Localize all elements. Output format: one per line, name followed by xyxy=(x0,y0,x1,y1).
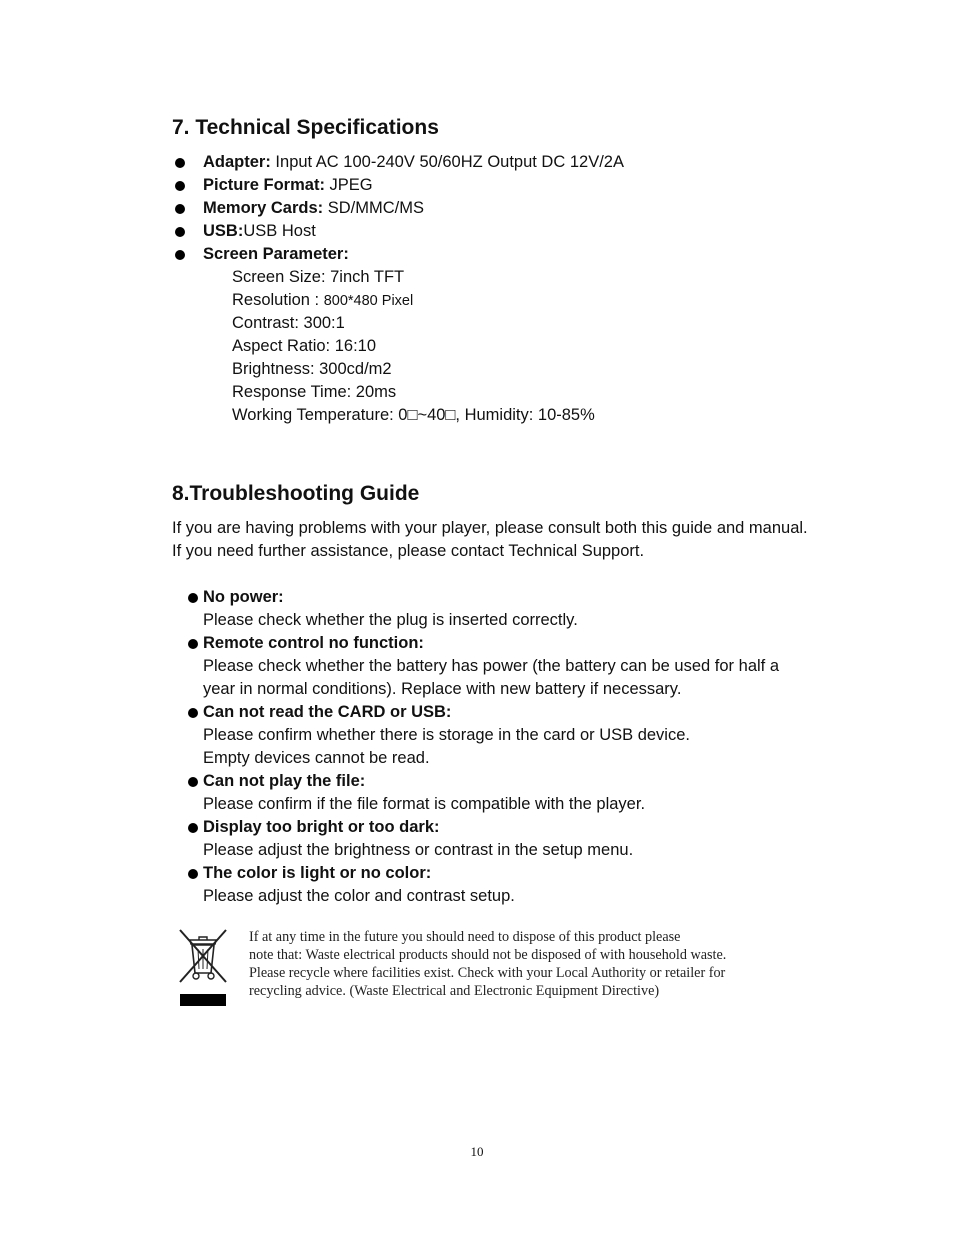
bullet-icon xyxy=(188,823,198,833)
solution-line: Please adjust the color and contrast setup. xyxy=(203,887,515,905)
intro-paragraph: If you are having problems with your player, please consult both this guide and manual. xyxy=(172,519,808,537)
issue-solution xyxy=(186,609,798,632)
weee-notice xyxy=(172,922,782,1008)
spec-item-memory-cards xyxy=(172,197,812,220)
crossed-out-wheelie-bin-icon xyxy=(176,926,230,1008)
issue-solution xyxy=(186,724,798,770)
spec-value: USB Host xyxy=(243,222,316,240)
weee-text xyxy=(249,928,784,1000)
spec-label: Adapter: xyxy=(203,153,271,171)
bullet-icon xyxy=(175,250,185,260)
solution-line: Empty devices cannot be read. xyxy=(203,749,430,767)
troubleshooting-list xyxy=(186,586,806,908)
issue-heading: Remote control no function: xyxy=(203,634,424,652)
bullet-icon xyxy=(188,593,198,603)
contrast: Contrast: 300:1 xyxy=(232,314,345,332)
working-temperature: Working Temperature: 0□~40□, Humidity: 10-85% xyxy=(232,406,595,424)
spec-value: Input AC 100-240V 50/60HZ Output DC 12V/2A xyxy=(270,153,624,171)
spec-item-adapter xyxy=(172,151,812,174)
bullet-icon xyxy=(188,639,198,649)
bullet-icon xyxy=(175,204,185,214)
spec-list xyxy=(172,151,812,266)
issue-solution xyxy=(186,655,798,701)
spec-item-usb xyxy=(172,220,812,243)
troubleshooting-item-color xyxy=(186,862,806,908)
issue-solution xyxy=(186,839,798,862)
troubleshooting-item-card-usb xyxy=(186,701,806,770)
spec-label: Screen Parameter: xyxy=(203,245,349,263)
issue-heading: No power: xyxy=(203,588,284,606)
issue-heading: Display too bright or too dark: xyxy=(203,818,440,836)
solution-line: Please confirm if the file format is compatible with the player. xyxy=(203,795,646,813)
weee-line: Please recycle where facilities exist. Check with your Local Authority or retailer for xyxy=(249,965,726,981)
issue-solution xyxy=(186,885,798,908)
troubleshooting-item-display xyxy=(186,816,806,862)
spec-item-screen-parameter xyxy=(172,243,812,266)
brightness: Brightness: 300cd/m2 xyxy=(232,360,392,378)
issue-heading: Can not play the file: xyxy=(203,772,366,790)
issue-heading: The color is light or no color: xyxy=(203,864,432,882)
bullet-icon xyxy=(175,158,185,168)
screen-parameter-list xyxy=(232,266,832,427)
bullet-icon xyxy=(188,708,198,718)
spec-label: Picture Format: xyxy=(203,176,325,194)
bullet-icon xyxy=(175,181,185,191)
troubleshooting-intro xyxy=(172,517,812,563)
bullet-icon xyxy=(188,777,198,787)
intro-paragraph: If you need further assistance, please contact Technical Support. xyxy=(172,542,645,560)
troubleshooting-item-remote-control xyxy=(186,632,806,701)
solution-line: Please adjust the brightness or contrast in the setup menu. xyxy=(203,841,634,859)
screen-size: Screen Size: 7inch TFT xyxy=(232,268,405,286)
spec-label: USB: xyxy=(203,222,244,240)
troubleshooting-item-play-file xyxy=(186,770,806,816)
spec-item-picture-format xyxy=(172,174,812,197)
weee-line: note that: Waste electrical products should not be disposed of with household waste. xyxy=(249,947,727,963)
response-time: Response Time: 20ms xyxy=(232,383,397,401)
bullet-icon xyxy=(175,227,185,237)
weee-line: If at any time in the future you should need to dispose of this product please xyxy=(249,929,681,945)
issue-heading: Can not read the CARD or USB: xyxy=(203,703,452,721)
resolution-label: Resolution : xyxy=(232,291,324,309)
bullet-icon xyxy=(188,869,198,879)
technical-specifications-heading: 7. Technical Specifications xyxy=(172,116,439,139)
spec-value: SD/MMC/MS xyxy=(323,199,424,217)
weee-line: recycling advice. (Waste Electrical and Electronic Equipment Directive) xyxy=(249,983,660,999)
solution-line: Please check whether the battery has power (the battery can be used for half a year in normal conditions). Replace with new battery if necessary. xyxy=(203,657,780,698)
page-number: 10 xyxy=(470,1144,484,1159)
troubleshooting-heading: 8.Troubleshooting Guide xyxy=(172,482,420,505)
troubleshooting-item-no-power xyxy=(186,586,806,632)
resolution xyxy=(232,289,832,312)
solution-line: Please confirm whether there is storage in the card or USB device. xyxy=(203,726,690,744)
spec-value: JPEG xyxy=(324,176,373,194)
aspect-ratio: Aspect Ratio: 16:10 xyxy=(232,337,377,355)
spec-label: Memory Cards: xyxy=(203,199,324,217)
resolution-value: 800*480 Pixel xyxy=(323,293,414,309)
issue-solution xyxy=(186,793,798,816)
solution-line: Please check whether the plug is inserted correctly. xyxy=(203,611,578,629)
